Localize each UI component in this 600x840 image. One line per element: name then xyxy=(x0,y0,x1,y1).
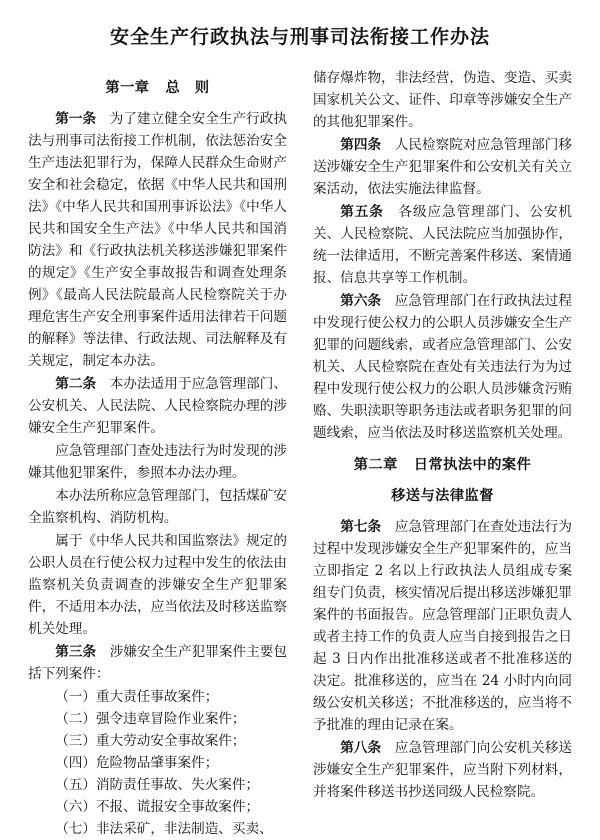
page-title: 安全生产行政执法与刑事司法衔接工作办法 xyxy=(109,26,490,48)
article-text: 本办法适用于应急管理部门、公安机关、人民法院、人民检察院办理的涉嫌安全生产犯罪案件。 xyxy=(28,375,288,436)
list-item: （二）强令违章冒险作业案件； xyxy=(55,711,246,728)
article-number: 第六条 xyxy=(340,292,382,309)
chapter-name: 总 则 xyxy=(165,79,210,96)
chapter-label: 第一章 xyxy=(105,79,150,96)
list-item: （一）重大责任事故案件； xyxy=(55,689,219,705)
article-paragraph xyxy=(28,373,287,439)
article-text: 应急管理部门向公安机关移送涉嫌安全生产犯罪案件，应当附下列材料，并将案件移送书抄送同级人民检察院。 xyxy=(313,740,573,801)
right-column xyxy=(313,67,572,804)
article-text: 各级应急管理部门、公安机关、人民检察院、人民法院应当加强协作，统一法律适用，不断完善案件移送、案情通报、信息共享等工作机制。 xyxy=(313,203,573,286)
list-item: （三）重大劳动安全事故案件； xyxy=(55,733,246,750)
article-number: 第八条 xyxy=(340,740,382,757)
body-paragraph-continued: 储存爆炸物，非法经营，伪造、变造、买卖国家机关公文、证件、印章等涉嫌安全生产的其他犯罪案件。 xyxy=(313,69,572,130)
chapter-heading-2-line2: 移送与法律监督 xyxy=(391,487,494,504)
body-paragraph: 本办法所称应急管理部门，包括煤矿安全监察机构、消防机构。 xyxy=(28,487,287,526)
article-number: 第三条 xyxy=(55,643,97,660)
article-paragraph xyxy=(313,516,572,736)
article-text: 涉嫌安全生产犯罪案件主要包括下列案件： xyxy=(28,643,288,682)
body-paragraph: 应急管理部门查处违法行为时发现的涉嫌其他犯罪案件，参照本办法办理。 xyxy=(28,442,287,481)
list-item: （七）非法采矿，非法制造、买卖、 xyxy=(55,821,273,838)
article-text: 为了建立健全安全生产行政执法与刑事司法衔接工作机制，依法惩治安全生产违法犯罪行为，保障人民群众生命财产安全和社会稳定，依据《中华人民共和国刑法》《中华人民共和国刑事诉讼法》《中华人民共和国安全生产法》《中华人民共和国消防法》和《行政执法机关移送涉嫌犯罪案件的规定》《生产安全事故报告和调查处理条例》《最高人民法院最高人民检察院关于办理危害生产安全刑事案件适用法律若干问题的解释》等法律、行政法规、司法解释及有关规定，制定本办法。 xyxy=(28,110,288,369)
article-number: 第七条 xyxy=(340,518,382,535)
chapter-label: 第二章 xyxy=(353,456,398,473)
article-number: 第二条 xyxy=(55,375,97,392)
two-column-body xyxy=(28,67,572,840)
chapter-name: 日常执法中的案件 xyxy=(413,456,532,473)
article-paragraph xyxy=(313,201,572,289)
article-paragraph xyxy=(313,134,572,200)
article-paragraph xyxy=(28,641,287,685)
chapter-heading-1 xyxy=(28,77,287,100)
list-item: （六）不报、谎报安全事故案件； xyxy=(55,799,260,816)
body-paragraph: 属于《中华人民共和国监察法》规定的公职人员在行使公权力过程中发生的依法由监察机关负责调查的涉嫌安全生产犯罪案件，不适用本办法，应当依法及时移送监察机关处理。 xyxy=(28,532,287,637)
article-text: 应急管理部门在行政执法过程中发现行使公权力的公职人员涉嫌安全生产犯罪的问题线索，或者应急管理部门、公安机关、人民检察院在查处有关违法行为为过程中发现行使公权力的公职人员涉嫌贪污贿赂、失职渎职等职务违法或者职务犯罪的问题线索，应当依法及时移送监察机关处理。 xyxy=(313,292,573,441)
list-item: （五）消防责任事故、失火案件； xyxy=(55,777,260,794)
left-column xyxy=(28,67,287,840)
article-number: 第四条 xyxy=(340,136,382,153)
article-paragraph xyxy=(313,737,572,803)
article-text: 应急管理部门在查处违法行为过程中发现涉嫌安全生产犯罪案件的，应当立即指定 2 名以上行政执法人员组成专案组专门负责，核实情况后提出移送涉嫌犯罪案件的书面报告。应急管理部门正职负责人或者主持工作的负责人应当自接到报告之日起 3 日内作出批准移送或者不批准移送的决定。批准移送的，应当在 24 小时内向同级公安机关移送；不批准移送的，应当将不予批准的理由记录在案。 xyxy=(313,518,573,733)
article-number: 第一条 xyxy=(55,110,97,127)
article-paragraph xyxy=(28,108,287,372)
article-text: 人民检察院对应急管理部门移送涉嫌安全生产犯罪案件和公安机关有关立案活动，依法实施法律监督。 xyxy=(313,136,573,197)
list-item: （四）危险物品肇事案件； xyxy=(55,755,219,772)
chapter-heading-2 xyxy=(313,454,572,477)
article-paragraph xyxy=(313,290,572,444)
article-number: 第五条 xyxy=(340,203,384,220)
